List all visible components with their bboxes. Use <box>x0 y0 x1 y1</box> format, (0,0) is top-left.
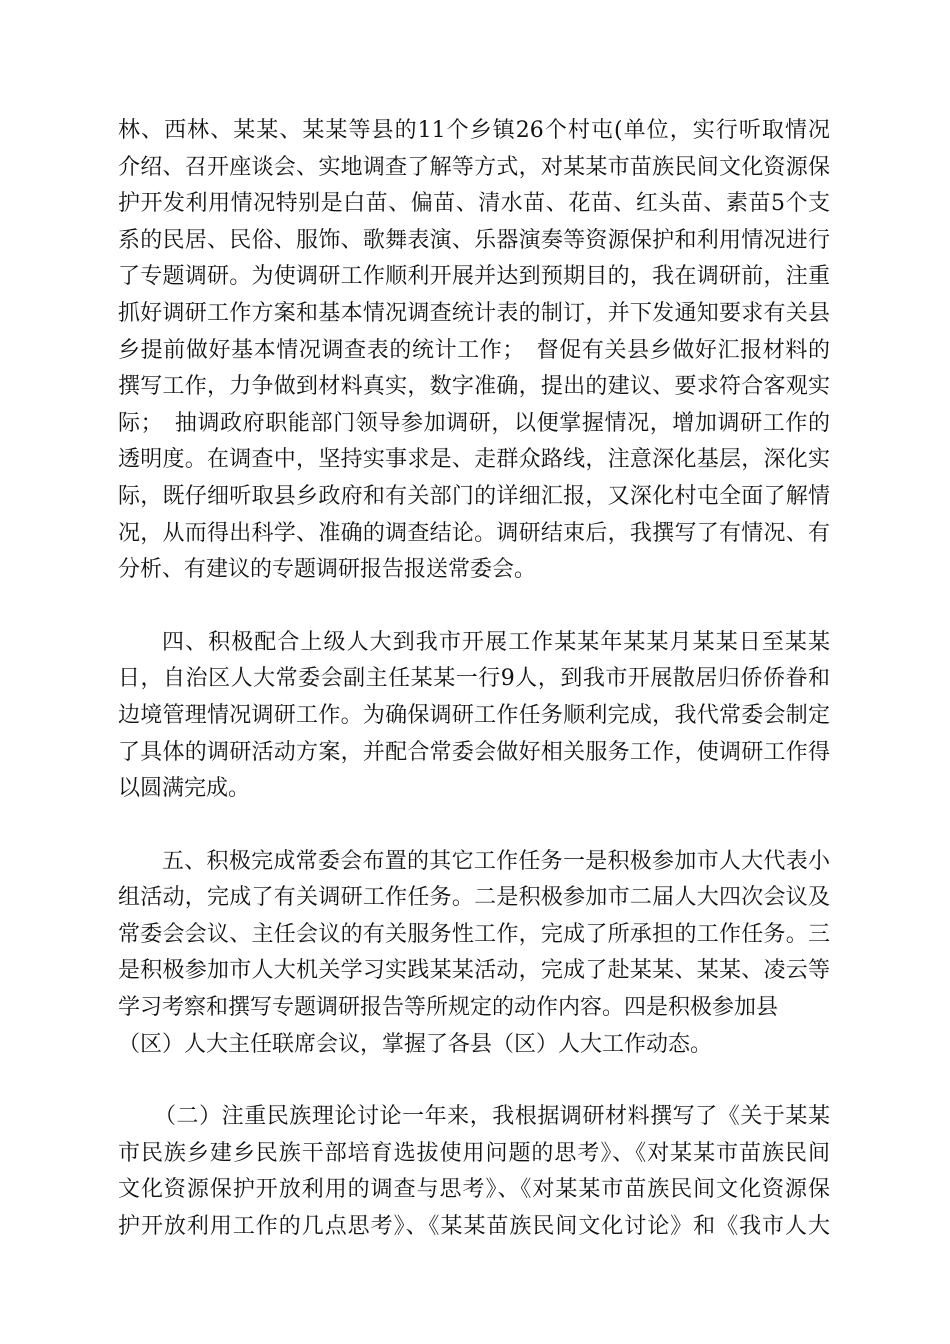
text-line: 市民族乡建乡民族干部培育选拔使用问题的思考》、《对某某市苗族民间 <box>118 1140 830 1166</box>
text-line: 了专题调研。为使调研工作顺利开展并达到预期目的，我在调研前，注重 <box>118 264 830 290</box>
text-line: 边境管理情况调研工作。为确保调研工作任务顺利完成，我代常委会制定 <box>118 702 830 728</box>
text-line: （区）人大主任联席会议，掌握了各县（区）人大工作动态。 <box>118 1031 713 1057</box>
text-line: 护开发利用情况特别是白苗、偏苗、清水苗、花苗、红头苗、素苗5个支 <box>118 191 830 217</box>
text-line: 五、积极完成常委会布置的其它工作任务一是积极参加市人大代表小 <box>162 848 830 874</box>
paragraph-3 <box>118 844 830 1064</box>
text-line: 日，自治区人大常委会副主任某某一行9人，到我市开展散居归侨侨眷和 <box>118 666 830 692</box>
text-line: 介绍、召开座谈会、实地调查了解等方式，对某某市苗族民间文化资源保 <box>118 154 830 180</box>
text-line: 了具体的调研活动方案，并配合常委会做好相关服务工作，使调研工作得 <box>118 739 830 765</box>
text-line: （二）注重民族理论讨论一年来，我根据调研材料撰写了《关于某某 <box>154 1104 830 1130</box>
paragraph-spacer <box>118 808 830 844</box>
text-line: 以圆满完成。 <box>118 776 251 802</box>
text-line: 撰写工作，力争做到材料真实，数字准确，提出的建议、要求符合客观实 <box>118 374 830 400</box>
text-line: 学习考察和撰写专题调研报告等所规定的动作内容。四是积极参加县 <box>118 995 779 1021</box>
paragraph-4 <box>118 1099 830 1245</box>
paragraph-spacer <box>118 589 830 625</box>
text-line: 抓好调研工作方案和基本情况调查统计表的制订，并下发通知要求有关县 <box>118 300 830 326</box>
text-line: 护开放利用工作的几点思考》、《某某苗族民间文化讨论》和《我市人大 <box>118 1214 830 1240</box>
text-line: 是积极参加市人大机关学习实践某某活动，完成了赴某某、某某、凌云等 <box>118 958 830 984</box>
text-line: 透明度。在调查中，坚持实事求是、走群众路线，注意深化基层，深化实 <box>118 447 830 473</box>
paragraph-2 <box>118 625 830 808</box>
text-line: 常委会会议、主任会议的有关服务性工作，完成了所承担的工作任务。三 <box>118 921 830 947</box>
paragraph-1 <box>118 113 830 589</box>
text-line: 际，既仔细听取县乡政府和有关部门的详细汇报，又深化村屯全面了解情 <box>118 483 830 509</box>
text-line: 林、西林、某某、某某等县的11个乡镇26个村屯(单位，实行听取情况 <box>118 118 830 143</box>
text-line: 系的民居、民俗、服饰、歌舞表演、乐器演奏等资源保护和利用情况进行 <box>118 227 830 253</box>
text-line: 况，从而得出科学、准确的调查结论。调研结束后，我撰写了有情况、有 <box>118 520 830 546</box>
text-line: 分析、有建议的专题调研报告报送常委会。 <box>118 557 537 583</box>
document-page <box>118 113 830 1246</box>
text-line: 乡提前做好基本情况调查表的统计工作； 督促有关县乡做好汇报材料的 <box>118 337 830 363</box>
text-line: 文化资源保护开放利用的调查与思考》、《对某某市苗族民间文化资源保 <box>118 1177 830 1203</box>
text-line: 组活动，完成了有关调研工作任务。二是积极参加市二届人大四次会议及 <box>118 885 830 911</box>
paragraph-spacer <box>118 1063 830 1099</box>
text-line: 四、积极配合上级人大到我市开展工作某某年某某月某某日至某某 <box>162 629 830 655</box>
text-line: 际； 抽调政府职能部门领导参加调研，以便掌握情况，增加调研工作的 <box>118 410 830 436</box>
